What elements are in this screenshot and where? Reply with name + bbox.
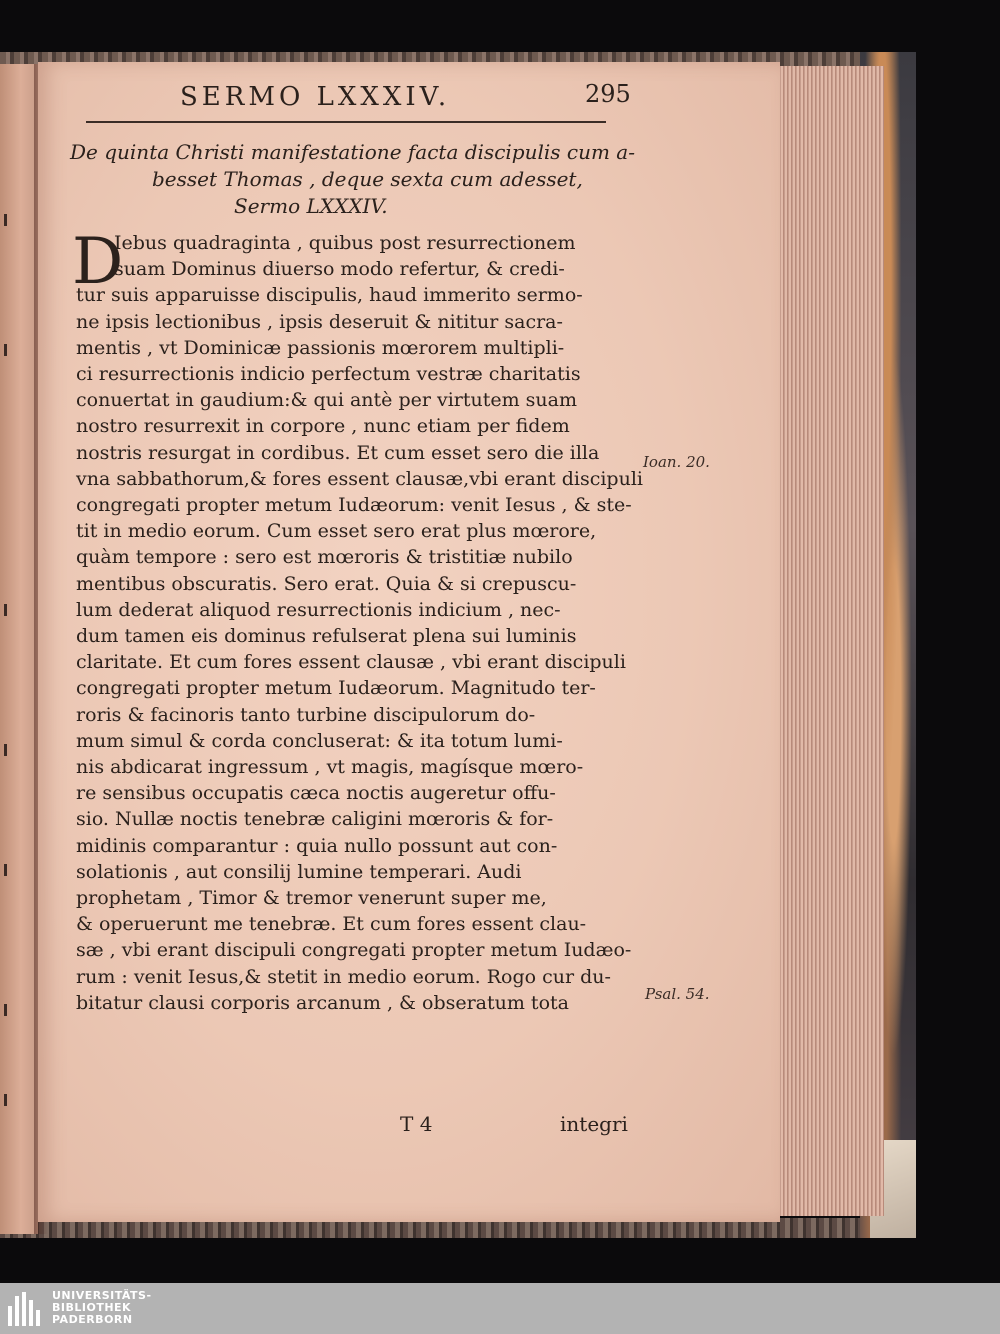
text-line: tur suis apparuisse discipulis, haud immerito sermo- <box>76 284 583 306</box>
library-logo-icon <box>8 1292 44 1326</box>
library-footer <box>0 1283 1000 1334</box>
text-line: rum : venit Iesus,& stetit in medio eorum. Rogo cur du- <box>76 966 611 988</box>
text-line: re sensibus occupatis cæca noctis augeretur offu- <box>76 782 556 804</box>
sermon-title-line: De quinta Christi manifestatione facta discipulis cum a- <box>70 140 635 164</box>
text-line: vna sabbathorum,& fores essent clausæ,vbi erant discipuli <box>76 468 643 490</box>
text-line: prophetam , Timor & tremor venerunt super me, <box>76 887 547 909</box>
text-fragment <box>4 604 7 616</box>
text-line: congregati propter metum Iudæorum. Magnitudo ter- <box>76 677 596 699</box>
library-name-line: PADERBORN <box>52 1313 133 1326</box>
text-line: nostro resurrexit in corpore , nunc etiam per fidem <box>76 415 570 437</box>
text-line: midinis comparantur : quia nullo possunt aut con- <box>76 835 558 857</box>
previous-page-edge <box>0 64 38 1234</box>
catchword: integri <box>560 1112 628 1136</box>
text-line: & operuerunt me tenebræ. Et cum fores essent clau- <box>76 913 587 935</box>
marginal-note: Ioan. 20. <box>643 453 710 471</box>
text-line: lum dederat aliquod resurrectionis indicium , nec- <box>76 599 561 621</box>
signature-mark: T 4 <box>400 1112 433 1136</box>
text-line: bitatur clausi corporis arcanum , & obseratum tota <box>76 992 569 1014</box>
text-line: solationis , aut consilij lumine temperari. Audi <box>76 861 522 883</box>
text-line: dum tamen eis dominus refulserat plena sui luminis <box>76 625 577 647</box>
text-line: nostris resurgat in cordibus. Et cum esset sero die illa <box>76 442 600 464</box>
text-fragment <box>4 214 7 226</box>
library-name-line: UNIVERSITÄTS- <box>52 1289 152 1302</box>
text-fragment <box>4 344 7 356</box>
text-line: mentis , vt Dominicæ passionis mœrorem multipli- <box>76 337 565 359</box>
text-line: roris & facinoris tanto turbine discipulorum do- <box>76 704 536 726</box>
library-name <box>52 1290 152 1326</box>
text-line: ci resurrectionis indicio perfectum vestræ charitatis <box>76 363 581 385</box>
text-fragment <box>4 864 7 876</box>
text-line: suam Dominus diuerso modo refertur, & credi- <box>114 258 565 280</box>
text-fragment <box>4 744 7 756</box>
running-head: SERMO LXXXIV. <box>180 82 451 112</box>
marginal-note: Psal. 54. <box>645 985 710 1003</box>
sermon-title-line: besset Thomas , deque sexta cum adesset, <box>152 167 583 191</box>
text-line: mentibus obscuratis. Sero erat. Quia & si crepuscu- <box>76 573 577 595</box>
text-line: Iebus quadraginta , quibus post resurrectionem <box>114 232 576 254</box>
page-number: 295 <box>585 80 631 108</box>
text-line: ne ipsis lectionibus , ipsis deseruit & nititur sacra- <box>76 311 563 333</box>
text-line: sæ , vbi erant discipuli congregati propter metum Iudæo- <box>76 939 632 961</box>
page-edges <box>776 66 884 1216</box>
initial-capital: D <box>72 225 124 299</box>
text-line: mum simul & corda concluserat: & ita totum lumi- <box>76 730 563 752</box>
text-line: sio. Nullæ noctis tenebræ caligini mœroris & for- <box>76 808 554 830</box>
sermon-title-line: Sermo LXXXIV. <box>234 194 388 218</box>
text-line: claritate. Et cum fores essent clausæ , vbi erant discipuli <box>76 651 626 673</box>
text-line: conuertat in gaudium:& qui antè per virtutem suam <box>76 389 578 411</box>
text-line: congregati propter metum Iudæorum: venit Iesus , & ste- <box>76 494 632 516</box>
library-name-line: BIBLIOTHEK <box>52 1301 132 1314</box>
text-fragment <box>4 1094 7 1106</box>
text-line: quàm tempore : sero est mœroris & tristitiæ nubilo <box>76 546 573 568</box>
header-rule <box>86 121 606 123</box>
text-line: nis abdicarat ingressum , vt magis, magísque mœro- <box>76 756 584 778</box>
text-fragment <box>4 1004 7 1016</box>
text-line: tit in medio eorum. Cum esset sero erat plus mœrore, <box>76 520 597 542</box>
